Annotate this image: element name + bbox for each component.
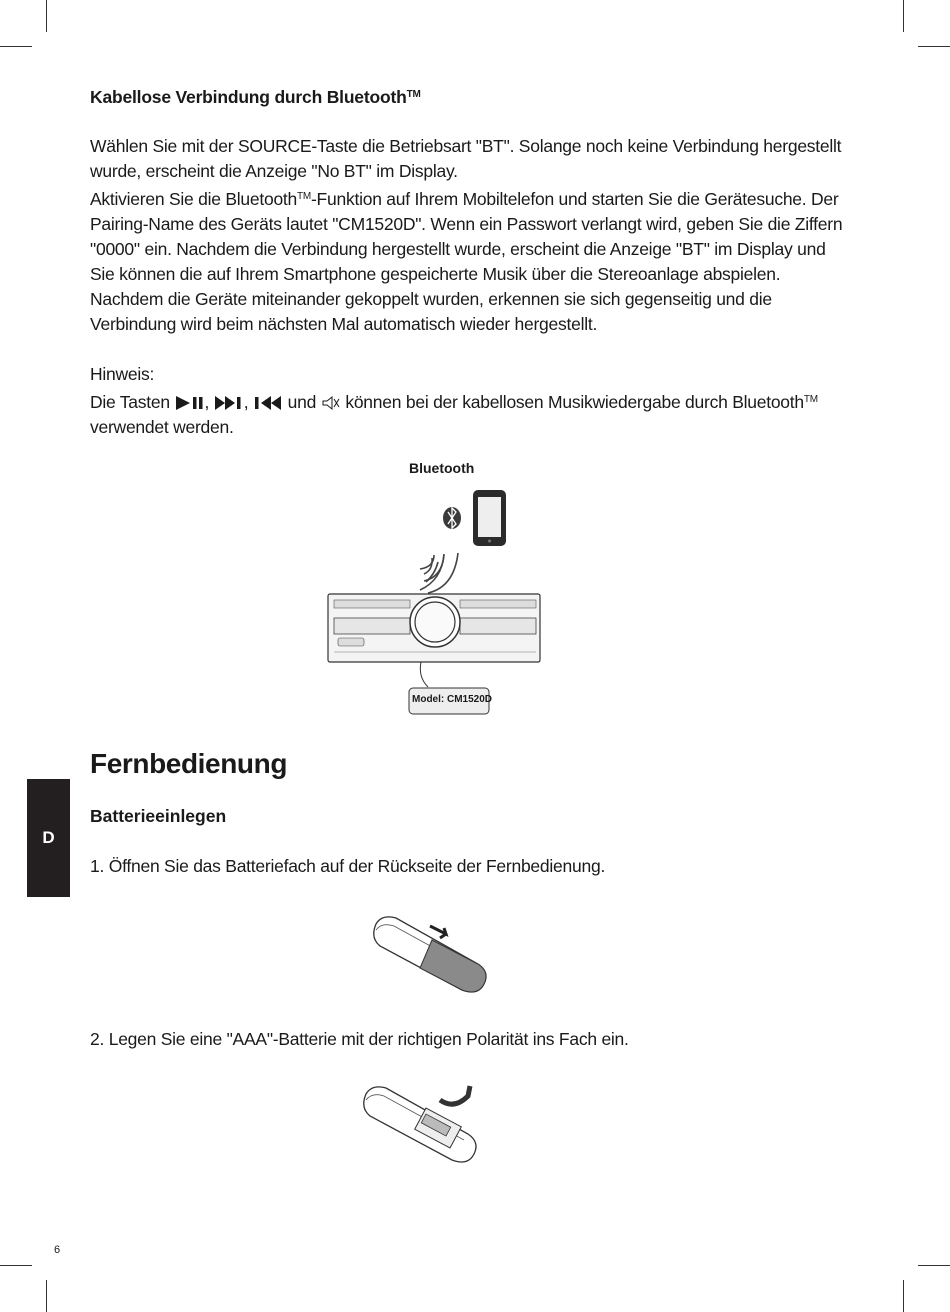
crop-mark — [46, 0, 47, 32]
crop-mark — [903, 1280, 904, 1312]
mute-icon — [321, 395, 341, 411]
bluetooth-icon — [443, 507, 461, 529]
crop-mark — [903, 0, 904, 32]
play-pause-icon — [175, 395, 205, 411]
battery-subtitle: Batterieeinlegen — [90, 806, 227, 826]
bluetooth-heading: Kabellose Verbindung durch Bluetooth™ — [90, 87, 421, 107]
stereo-system-illustration — [328, 594, 540, 662]
wireless-signal-icon — [420, 553, 458, 596]
step-2: 2. Legen Sie eine "AAA"-Batterie mit der richtigen Polarität ins Fach ein. — [90, 1029, 629, 1049]
crop-mark — [918, 1265, 950, 1266]
figure-caption: Bluetooth — [409, 460, 475, 476]
smartphone-icon — [473, 490, 506, 546]
model-label: Model: CM1520D — [412, 694, 493, 705]
language-tab: D — [27, 779, 70, 897]
bluetooth-instructions — [90, 134, 860, 440]
paragraph-line: Sie können die auf Ihrem Smartphone gespeicherte Musik über die Stereoanlage abspielen. — [90, 264, 781, 284]
paragraph-line: Nachdem die Geräte miteinander gekoppelt wurden, erkennen sie sich gegenseitig und die — [90, 289, 772, 309]
paragraph-line: Wählen Sie mit der SOURCE-Taste die Betriebsart "BT". Solange noch keine Verbindung hergestellt — [90, 136, 842, 156]
remote-open-cover-illustration — [368, 910, 490, 1000]
page-number: 6 — [54, 1244, 61, 1256]
paragraph-line: Verbindung wird beim nächsten Mal automatisch wieder hergestellt. — [90, 314, 598, 334]
remote-insert-battery-illustration — [358, 1080, 480, 1170]
crop-mark — [46, 1280, 47, 1312]
note-line: Die Tasten , , und können bei der kabellosen Musikwiedergabe durch Bluetooth™ — [90, 392, 818, 412]
bluetooth-pairing-illustration — [320, 482, 550, 722]
step-1: 1. Öffnen Sie das Batteriefach auf der Rückseite der Fernbedienung. — [90, 856, 606, 876]
remote-control-title: Fernbedienung — [90, 748, 288, 779]
paragraph-line: Pairing-Name des Geräts lautet "CM1520D". Wenn ein Passwort verlangt wird, geben Sie die Ziffern — [90, 214, 843, 234]
note-label: Hinweis: — [90, 364, 155, 384]
crop-mark — [0, 46, 32, 47]
paragraph-line: Aktivieren Sie die Bluetooth™-Funktion auf Ihrem Mobiltelefon und starten Sie die Gerätesuche. Der — [90, 189, 839, 209]
note-line: verwendet werden. — [90, 417, 234, 437]
skip-back-icon — [253, 395, 283, 411]
crop-mark — [918, 46, 950, 47]
paragraph-line: "0000" ein. Nachdem die Verbindung hergestellt wurde, erscheint die Anzeige "BT" im Display und — [90, 239, 826, 259]
paragraph-line: wurde, erscheint die Anzeige "No BT" im Display. — [90, 161, 458, 181]
crop-mark — [0, 1265, 32, 1266]
skip-forward-icon — [214, 395, 244, 411]
